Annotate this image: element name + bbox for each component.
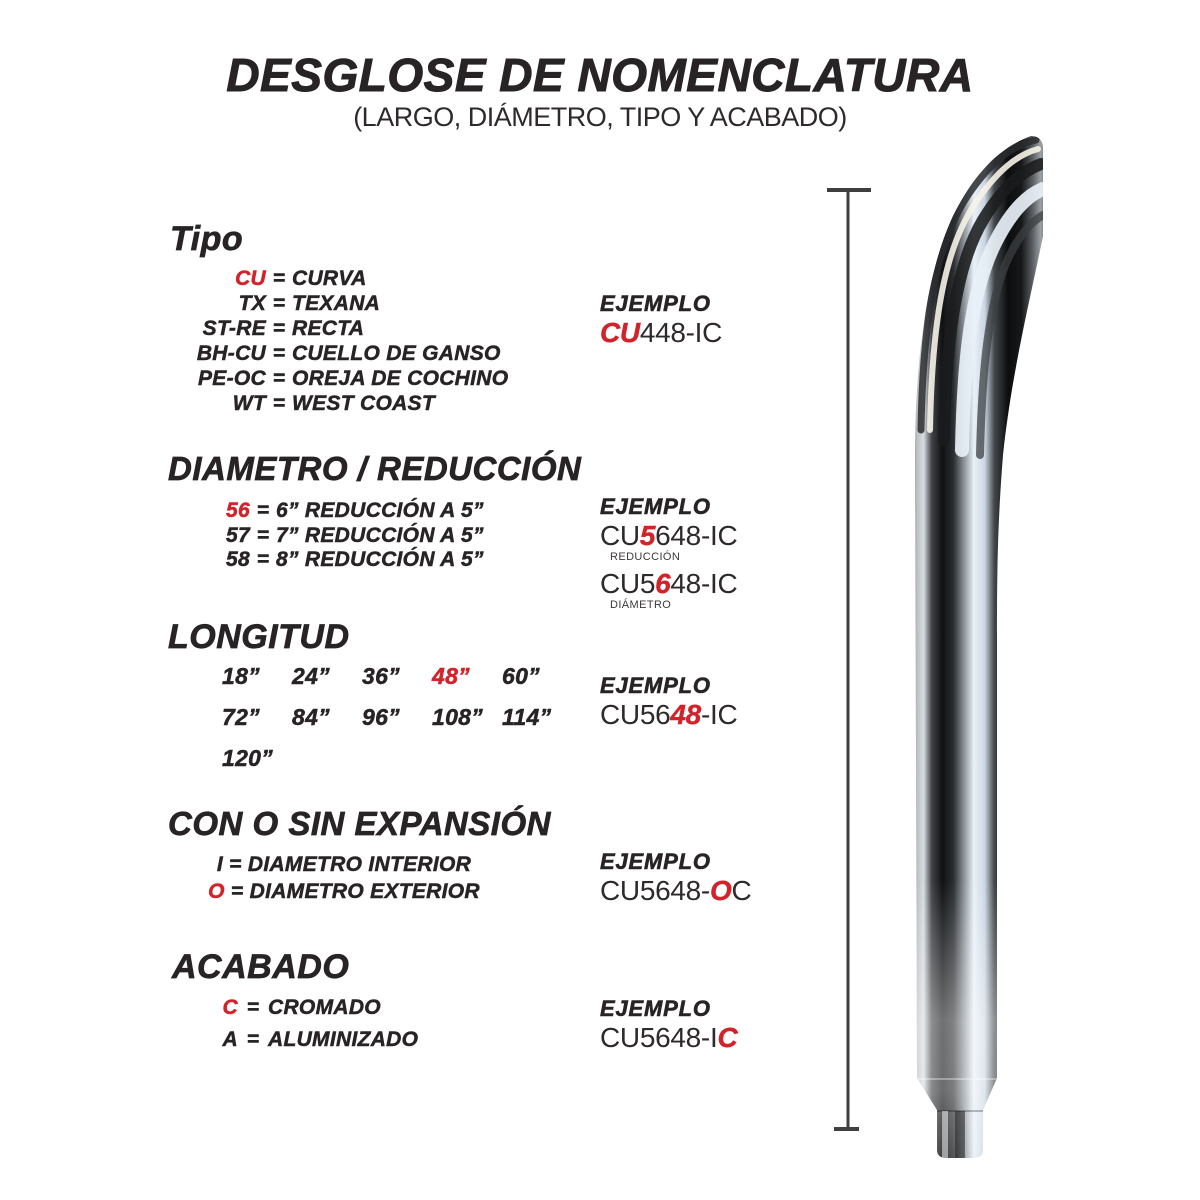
- example-code: CU5648-IC: [600, 568, 738, 599]
- list-item: 57 = 7” REDUCCIÓN A 5”: [226, 523, 484, 547]
- longitud-row: 72” 84” 96” 108” 114”: [222, 704, 552, 730]
- tipo-list: [170, 266, 508, 416]
- acabado-list: [222, 992, 418, 1056]
- list-item: O = DIAMETRO EXTERIOR: [208, 880, 480, 903]
- example-label: EJEMPLO: [600, 291, 711, 316]
- example-tipo: [600, 291, 722, 347]
- list-item: PE-OC = OREJA DE COCHINO: [197, 367, 509, 390]
- list-item: CU = CURVA: [235, 267, 367, 290]
- example-expansion: [600, 849, 751, 905]
- example-code: CU5648-IC: [600, 699, 738, 730]
- longitud-row: 120”: [222, 745, 274, 771]
- example-label: EJEMPLO: [600, 849, 711, 874]
- page-title: DESGLOSE DE NOMENCLATURA: [226, 49, 974, 101]
- list-item: TX = TEXANA: [238, 292, 381, 315]
- list-item: 58 = 8” REDUCCIÓN A 5”: [226, 548, 484, 571]
- example-code: CU5648-IC: [600, 1022, 738, 1053]
- pipe-body: [900, 136, 1060, 1170]
- list-item: ST-RE = RECTA: [202, 317, 365, 340]
- example-code: CU5648-IC: [600, 520, 738, 551]
- section-heading-acabado: ACABADO: [172, 948, 350, 986]
- page-subtitle: (LARGO, DIÁMETRO, TIPO Y ACABADO): [353, 102, 847, 132]
- example-code: CU5648-OC: [600, 875, 752, 906]
- example-caption: REDUCCIÓN: [610, 551, 681, 563]
- section-heading-longitud: LONGITUD: [168, 618, 350, 656]
- measurement-line: [827, 190, 871, 1129]
- longitud-grid: [222, 663, 572, 786]
- example-diametro: [600, 494, 737, 618]
- list-item: C = CROMADO: [222, 996, 381, 1019]
- list-item: BH-CU = CUELLO DE GANSO: [196, 342, 501, 365]
- list-item: I = DIAMETRO INTERIOR: [216, 853, 472, 876]
- list-item: WT = WEST COAST: [232, 392, 435, 415]
- diametro-list: [170, 499, 484, 573]
- example-label: EJEMPLO: [600, 996, 711, 1021]
- longitud-row: 18” 24” 36” 48” 60”: [222, 663, 540, 689]
- example-acabado: [600, 996, 737, 1052]
- example-longitud: [600, 673, 737, 729]
- example-label: EJEMPLO: [600, 673, 711, 698]
- expansion-list: [170, 851, 518, 905]
- section-heading-tipo: Tipo: [170, 220, 244, 258]
- example-label: EJEMPLO: [600, 494, 711, 519]
- section-heading-diametro: DIAMETRO / REDUCCIÓN: [168, 450, 582, 487]
- list-item: 56 = 6” REDUCCIÓN A 5”: [226, 499, 484, 522]
- section-heading-expansion: CON O SIN EXPANSIÓN: [168, 805, 551, 842]
- list-item: A = ALUMINIZADO: [222, 1028, 419, 1051]
- example-caption: DIÁMETRO: [610, 599, 672, 611]
- example-code: CU448-IC: [600, 317, 723, 348]
- exhaust-pipe-illustration: [810, 128, 1090, 1173]
